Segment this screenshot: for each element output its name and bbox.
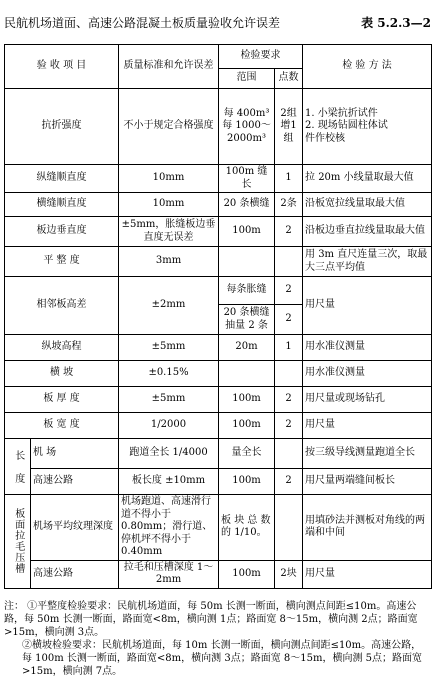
item-name: 机场平均纹理深度 [31,495,119,561]
item-name: 抗折强度 [5,89,119,165]
group-label-texture [5,495,31,589]
item-method: 用尺量两端缝间板长 [303,469,432,495]
item-scope: 100m [219,217,275,247]
table-row [5,439,432,469]
item-standard: 10mm [119,193,219,217]
note-2: ②横坡检验要求：民航机场道面，每 10m 长测一断面，横向测点间距≤10m。高速公路，每 100m 长测一断面，路面宽<8m，横向测 3点；路面宽 8～15m，横向测 5点；路面宽>15m，横向测 7点。 [22,640,422,677]
table-row [5,217,432,247]
table-row [5,469,432,495]
item-scope: 20m [219,335,275,361]
item-name: 高速公路 [31,469,119,495]
item-name: 横 坡 [5,361,119,387]
item-standard: 板长度 ±10mm [119,469,219,495]
item-points: 2条 [275,193,303,217]
item-scope: 量全长 [219,439,275,469]
col-header-requirements: 检验要求 [219,45,303,69]
item-name: 板 厚 度 [5,387,119,413]
item-points [275,495,303,561]
table-row [5,387,432,413]
item-points: 1 [275,165,303,193]
item-standard: 1/2000 [119,413,219,439]
col-header-scope: 范围 [219,69,275,89]
item-method: 沿板边垂直拉线量取最大值 [303,217,432,247]
item-standard: ±5mm，胀缝板边垂直度无误差 [119,217,219,247]
item-method: 用尺量 [303,413,432,439]
item-standard: ±2mm [119,277,219,335]
col-header-item: 验 收 项 目 [5,45,119,89]
group-label-length [5,439,31,495]
col-header-points: 点数 [275,69,303,89]
item-name: 纵缝顺直度 [5,165,119,193]
item-method: 用水准仪测量 [303,335,432,361]
item-method: 1. 小梁抗折试件 2. 现场钻圆柱体试 件作校核 [303,89,432,165]
item-scope: 100m 缝长 [219,165,275,193]
group-label-length-text: 长 度 [12,449,24,484]
item-method: 拉 20m 小线量取最大值 [303,165,432,193]
item-name: 纵坡高程 [5,335,119,361]
item-name: 相邻板高差 [5,277,119,335]
item-name: 横缝顺直度 [5,193,119,217]
item-points: 2组 增1组 [275,89,303,165]
item-method: 用 3m 直尺连量三次，取最大三点平均值 [303,247,432,277]
item-method: 沿板宽拉线量取最大值 [303,193,432,217]
item-standard: ±5mm [119,335,219,361]
note-1: 注： ①平整度检验要求：民航机场道面，每 50m 长测一断面，横向测点间距≤10m。高速公路，每 50m 长测一断面，路面宽<8m，横向测 1点；路面宽 8～15m，横向测 2点；路面宽>15m，横向测 3点。 [4,601,418,638]
item-scope: 20 条横缝 [219,193,275,217]
item-scope [219,247,275,277]
item-points: 2 [275,305,303,335]
item-scope: 100m [219,469,275,495]
item-standard: 拉毛和压槽深度 1～2mm [119,560,219,588]
item-standard: 不小于规定合格强度 [119,89,219,165]
item-method: 按三级导线测量跑道全长 [303,439,432,469]
item-scope: 20 条横缝抽量 2 条 [219,305,275,335]
item-name: 机 场 [31,439,119,469]
item-scope: 100m [219,387,275,413]
table-header [4,0,431,44]
item-method: 用尺量 [303,560,432,588]
item-name: 板 宽 度 [5,413,119,439]
tolerance-table [4,44,432,589]
table-row [5,89,432,165]
item-standard: ±5mm [119,387,219,413]
table-code: 表 5.2.3—2 [361,16,431,30]
item-scope [219,361,275,387]
table-row [5,165,432,193]
item-points: 2 [275,217,303,247]
item-scope: 100m [219,560,275,588]
item-method: 用水准仪测量 [303,361,432,387]
item-name: 板边垂直度 [5,217,119,247]
item-standard: 跑道全长 1/4000 [119,439,219,469]
item-standard: ±0.15% [119,361,219,387]
item-points [275,247,303,277]
item-points: 2 [275,413,303,439]
item-standard: 10mm [119,165,219,193]
item-scope: 板 块 总 数的 1/10。 [219,495,275,561]
item-method: 用尺量或现场钻孔 [303,387,432,413]
item-method: 用尺量 [303,277,432,335]
item-method: 用填砂法并测板对角线的两端和中间 [303,495,432,561]
item-points: 2 [275,469,303,495]
table-row [5,560,432,588]
table-row [5,193,432,217]
item-points: 2 [275,387,303,413]
table-row [5,247,432,277]
table-row [5,495,432,561]
table-row [5,335,432,361]
table-notes [4,600,431,678]
item-points [275,439,303,469]
item-scope: 每条胀缝 [219,277,275,305]
item-standard: 3mm [119,247,219,277]
col-header-method: 检 验 方 法 [303,45,432,89]
table-row [5,277,432,305]
table-row [5,361,432,387]
item-standard: 机场跑道、高速滑行道不得小于 0.80mm；滑行道、停机坪不得小于 0.40mm [119,495,219,561]
table-row [5,413,432,439]
item-points: 2块 [275,560,303,588]
item-points [275,361,303,387]
group-label-texture-text: 板面拉毛压槽 [12,508,24,575]
item-scope: 100m [219,413,275,439]
item-name: 平 整 度 [5,247,119,277]
item-points: 2 [275,277,303,305]
item-points: 1 [275,335,303,361]
item-scope: 每 400m³ 每 1000～ 2000m³ [219,89,275,165]
item-name: 高速公路 [31,560,119,588]
col-header-standard: 质量标准和允许误差 [119,45,219,89]
table-title: 民航机场道面、高速公路混凝土板质量验收允许误差 [4,16,281,30]
